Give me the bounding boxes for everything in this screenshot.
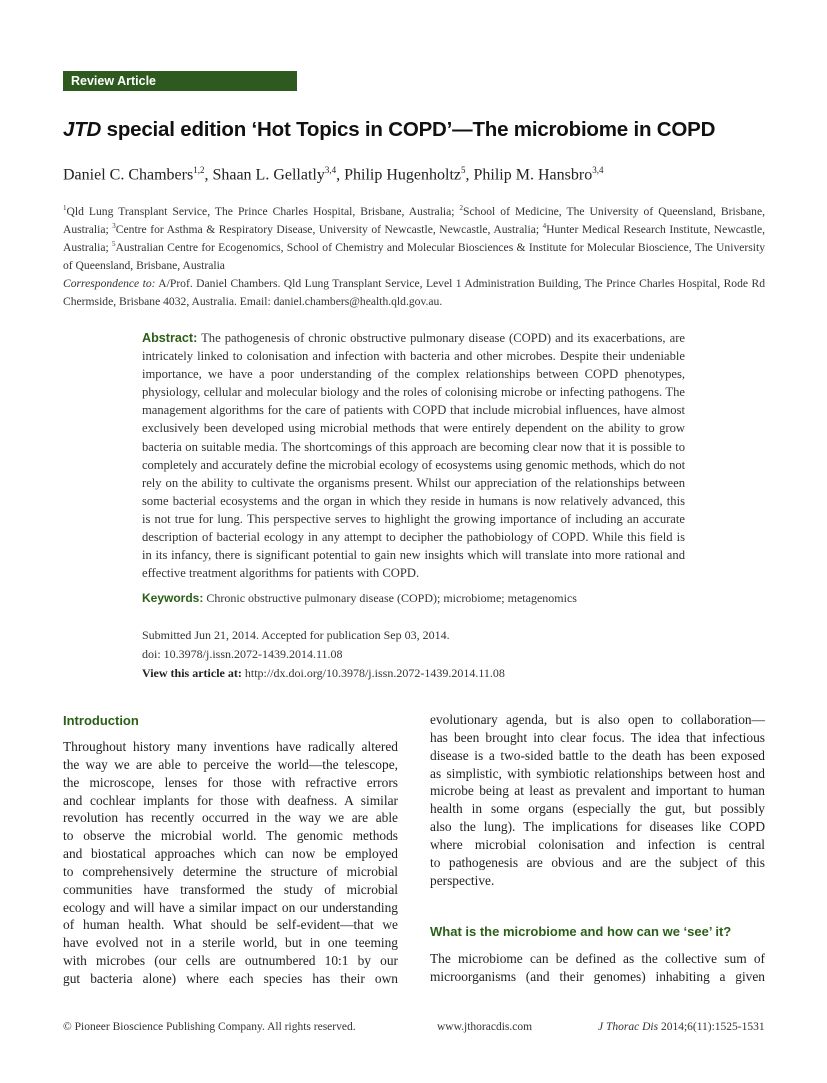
- text-line: has been brought into clear focus. The idea that infectious: [430, 729, 765, 745]
- view-article-label: View this article at:: [142, 666, 242, 680]
- affiliation: Australia;: [63, 223, 113, 236]
- text-line: intricately linked to colonisation and infection with bacteria and other microbes. Despite their undeniable: [142, 349, 685, 364]
- author-list: [63, 165, 603, 184]
- section-heading-microbiome: What is the microbiome and how can we ‘see’ it?: [430, 924, 732, 939]
- affiliation-number: 3: [112, 222, 116, 231]
- separator: ,: [465, 166, 474, 184]
- affiliations: [63, 203, 765, 311]
- affiliation: Australia;: [63, 241, 113, 254]
- affiliation-number: 2: [459, 204, 464, 213]
- text-line: evolutionary agenda, but is also open to collaboration—: [430, 712, 765, 727]
- text-line: with microbes (our cells are outnumbered 10:1 by our: [63, 953, 398, 969]
- text-line: physiology, cellular and molecular biology and the roles of colonising microbe or infecting pathogens. The: [142, 385, 685, 400]
- correspondence-label: Correspondence to:: [63, 277, 156, 290]
- keywords-text: Chronic obstructive pulmonary disease (COPD); microbiome; metagenomics: [203, 591, 577, 605]
- text-line: to observe the microbial world. The genomic methods: [63, 828, 398, 844]
- author-affiliation: 1,2: [193, 165, 205, 175]
- text-line: gut bacteria alone) where each species has their own: [63, 970, 398, 986]
- author: Philip M. Hansbro: [473, 166, 593, 184]
- abstract-text: The pathogenesis of chronic obstructive pulmonary disease (COPD) and its exacerbations, are: [197, 331, 685, 345]
- affiliation-number: 4: [542, 222, 547, 231]
- text-line: revolution has recently occurred in the way we are able: [63, 810, 398, 826]
- text-line: microbe being at least as prevalent and important to human: [430, 783, 765, 799]
- citation-text: 2014;6(11):1525-1531: [658, 1021, 765, 1033]
- text-line: importance, we have a poor understanding of the complex relationships between COPD phenotypes,: [142, 367, 685, 382]
- left-column-text: [63, 738, 398, 988]
- text-line: [142, 329, 685, 347]
- text-line: [63, 239, 765, 257]
- keywords-label: Keywords:: [142, 591, 204, 605]
- affiliation: of Queensland, Brisbane, Australia: [63, 259, 225, 272]
- keywords: [142, 591, 577, 606]
- text-line: have evolved not in a sterile world, but in one teeming: [63, 935, 398, 951]
- author: Shaan L. Gellatly: [212, 166, 325, 184]
- author: Philip Hugenholtz: [344, 166, 462, 184]
- text-line: completely and accurately define the microbial ecology of ecosystems using genomic methods, which do not: [142, 457, 685, 472]
- section-heading-introduction: Introduction: [63, 713, 139, 728]
- text-line: is not true for lung. This perspective serves to highlight the growing importance of including an accurate: [142, 511, 685, 526]
- text-line: bacteria on suitable media. The shortcomings of this approach are becoming clear now that it is possible to: [142, 439, 685, 454]
- article-title: [63, 118, 773, 142]
- footer-copyright: © Pioneer Bioscience Publishing Company. All rights reserved.: [63, 1021, 356, 1033]
- text-line: in its infancy, there is significant potential to gain new insights which will translate into more rational and: [142, 548, 685, 563]
- text-line: where microbial colonisation and infection is central: [430, 836, 765, 852]
- text-line: the way we are able to perceive the world—the telescope,: [63, 756, 398, 772]
- author-affiliation: 3,4: [592, 165, 604, 175]
- separator: ,: [204, 166, 213, 184]
- section2-text: [430, 950, 765, 986]
- separator: ,: [336, 166, 345, 184]
- text-line: as simplistic, with symbiotic relationships between host and: [430, 765, 765, 781]
- text-line: microorganisms (and their genomes) inhabiting a given: [430, 968, 765, 984]
- text-line: [63, 275, 765, 293]
- article-meta: [142, 626, 505, 683]
- text-line: [63, 221, 765, 239]
- author-affiliation: 5: [461, 165, 466, 175]
- affiliation: Hunter Medical Research Institute, Newcastle,: [546, 223, 765, 236]
- article-url-link[interactable]: http://dx.doi.org/10.3978/j.issn.2072-1439.2014.11.08: [241, 666, 505, 680]
- text-line: ecology and will have a similar impact on our understanding: [63, 899, 398, 915]
- text-line: and biostatical approaches which can now be employed: [63, 846, 398, 862]
- text-line: exclusively been developed using microbial methods that were entirely dependent on the ability to grow: [142, 421, 685, 436]
- article-type-badge: Review Article: [63, 71, 297, 91]
- text-line: perspective.: [430, 872, 495, 888]
- affiliation: Centre for Asthma & Respiratory Disease, University of Newcastle, Newcastle, Australia;: [115, 223, 543, 236]
- affiliation: Australian Centre for Ecogenomics, School of Chemistry and Molecular Biosciences & Institute for Molecular Bioscience, The University: [115, 241, 766, 254]
- submission-dates: Submitted Jun 21, 2014. Accepted for publication Sep 03, 2014.: [142, 628, 450, 642]
- text-line: [63, 203, 765, 221]
- text-line: rely on the ability to cultivate the organisms present. Whilst our appreciation of the relationships between: [142, 475, 685, 490]
- footer-citation: [598, 1021, 765, 1033]
- correspondence-text: A/Prof. Daniel Chambers. Qld Lung Transplant Service, Level 1 Administration Building, The Prince Charles Hospital, Rode Rd: [155, 277, 765, 290]
- affiliation-number: 1: [63, 204, 67, 213]
- text-line: communities have transformed the study of microbial: [63, 881, 398, 897]
- text-line: The microbiome can be defined as the collective sum of: [430, 951, 765, 966]
- text-line: also the lung). The implications for diseases like COPD: [430, 819, 765, 835]
- text-line: to pathogenesis are obvious and are the subject of this: [430, 854, 765, 870]
- journal-name: J Thorac Dis: [598, 1021, 659, 1033]
- footer-website-link[interactable]: www.jthoracdis.com: [437, 1021, 533, 1033]
- text-line: and cochlear implants for those with deafness. A similar: [63, 792, 398, 808]
- author-affiliation: 3,4: [324, 165, 337, 175]
- view-article-line: [142, 664, 505, 683]
- correspondence-text: Chermside, Brisbane 4032, Australia. Email: daniel.chambers@health.qld.gov.au.: [63, 295, 443, 308]
- affiliation: Qld Lung Transplant Service, The Prince Charles Hospital, Brisbane, Australia;: [66, 205, 460, 218]
- abstract: [142, 329, 685, 582]
- text-line: management algorithms for the care of patients with COPD that include microbial influences, have almost: [142, 403, 685, 418]
- text-line: description of bacterial ecology in any attempt to decipher the pathobiology of COPD. While this field is: [142, 530, 685, 545]
- text-line: disease is a two-sided battle to the death has been exposed: [430, 747, 765, 763]
- text-line: health in some organs (especially the gut, but possibly: [430, 801, 765, 817]
- abstract-label: Abstract:: [142, 331, 198, 345]
- text-line: of human health. What should be self-evident—that we: [63, 917, 398, 933]
- affiliation-number: 5: [112, 240, 116, 249]
- author: Daniel C. Chambers: [63, 166, 194, 184]
- doi: doi: 10.3978/j.issn.2072-1439.2014.11.08: [142, 647, 343, 661]
- text-line: to comprehensively determine the structure of microbial: [63, 863, 398, 879]
- journal-abbr: JTD: [63, 118, 102, 141]
- right-column-text: [430, 711, 765, 889]
- text-line: effective treatment algorithms for patients with COPD.: [142, 566, 420, 581]
- text-line: Throughout history many inventions have radically altered: [63, 739, 398, 754]
- title-text: special edition ‘Hot Topics in COPD’—The microbiome in COPD: [101, 118, 716, 141]
- text-line: the microscope, lenses for those with refractive errors: [63, 774, 398, 790]
- affiliation: School of Medicine, The University of Queensland, Brisbane,: [463, 205, 765, 218]
- text-line: some bacterial ecosystems and the organ in which they reside in humans is now relatively advanced, this: [142, 493, 685, 508]
